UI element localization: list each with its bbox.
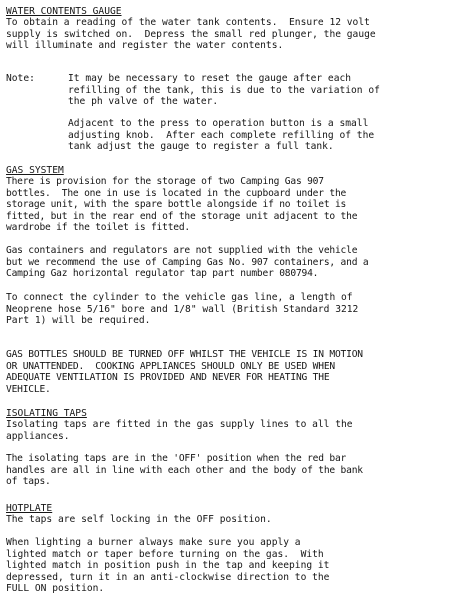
hotplate-paragraph-1: The taps are self locking in the OFF position. bbox=[6, 514, 272, 525]
water-gauge-paragraph: To obtain a reading of the water tank contents. Ensure 12 volt supply is switched on. Depress the small red plunger, the gauge will illuminate and register the water contents. bbox=[6, 17, 376, 52]
note-label: Note: bbox=[6, 73, 35, 84]
isolating-taps-paragraph-1: Isolating taps are fitted in the gas supply lines to all the appliances. bbox=[6, 419, 353, 442]
gas-safety-warning: GAS BOTTLES SHOULD BE TURNED OFF WHILST THE VEHICLE IS IN MOTION OR UNATTENDED. COOKING APPLIANCES SHOULD ONLY BE USED WHEN ADEQUATE VENTILATION IS PROVIDED AND NEVER FOR HEATING THE VEHICLE. bbox=[6, 349, 363, 395]
water-gauge-heading: WATER CONTENTS GAUGE bbox=[6, 6, 122, 17]
note-paragraph-2: Adjacent to the press to operation button is a small adjusting knob. After each complete refilling of the tank adjust the gauge to register a full tank. bbox=[68, 118, 375, 153]
gas-system-heading: GAS SYSTEM bbox=[6, 165, 64, 176]
gas-system-paragraph-1: There is provision for the storage of two Camping Gas 907 bottles. The one in use is located in the cupboard under the storage unit, with the spare bottle alongside if no toilet is fitted, but in the rear end of the storage unit adjacent to the wardrobe if the toilet is fitted. bbox=[6, 176, 358, 234]
gas-system-paragraph-3: To connect the cylinder to the vehicle gas line, a length of Neoprene hose 5/16" bore and 1/8" wall (British Standard 3212 Part 1) will be required. bbox=[6, 292, 359, 327]
gas-system-paragraph-2: Gas containers and regulators are not supplied with the vehicle but we recommend the use of Camping Gas No. 907 containers, and a Camping Gaz horizontal regulator tap part number 080794. bbox=[6, 245, 369, 280]
isolating-taps-heading: ISOLATING TAPS bbox=[6, 408, 87, 419]
hotplate-paragraph-2: When lighting a burner always make sure you apply a lighted match or taper before turning on the gas. With lighted match in position push in the tap and keeping it depressed, turn it in an anti-clockwise direction to the FULL ON position. bbox=[6, 537, 330, 595]
hotplate-heading: HOTPLATE bbox=[6, 503, 53, 514]
isolating-taps-paragraph-2: The isolating taps are in the 'OFF' position when the red bar handles are all in line with each other and the body of the bank of taps. bbox=[6, 453, 363, 488]
note-paragraph-1: It may be necessary to reset the gauge after each refilling of the tank, this is due to the variation of the ph valve of the water. bbox=[68, 73, 380, 108]
